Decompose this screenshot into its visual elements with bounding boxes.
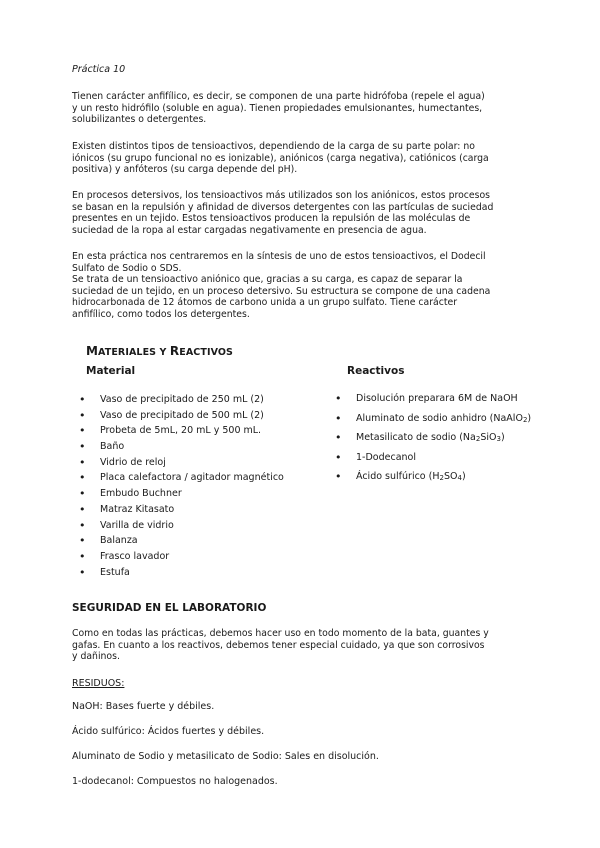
- text-line: y un resto hidrófilo (soluble en agua). Tienen propiedades emulsionantes, humectantes,: [72, 102, 483, 114]
- text-line: Se trata de un tensioactivo aniónico que, gracias a su carga, es capaz de separar la: [72, 274, 463, 286]
- text-line: Tienen carácter anfifílico, es decir, se componen de una parte hidrófoba (repele el agua): [72, 91, 485, 102]
- text-line: se basan en la repulsión y afinidad de diversos detergentes con las partículas de suciedad: [72, 201, 494, 213]
- intro-paragraph-4: [72, 251, 528, 321]
- list-item: • Frasco lavador: [79, 549, 329, 565]
- text-line: suciedad de la ropa al estar cargadas negativamente en presencia de agua.: [72, 224, 427, 236]
- list-item: • Varilla de vidrio: [79, 518, 329, 534]
- list-item: • Metasilicato de sodio (Na2SiO3): [335, 428, 555, 448]
- text-line: positiva) y anfóteros (su carga depende del pH).: [72, 164, 298, 176]
- text-line: gafas. En cuanto a los reactivos, debemos tener especial cuidado, ya que son corrosivos: [72, 639, 485, 651]
- list-item: • 1-Dodecanol: [335, 448, 555, 468]
- list-item: • Embudo Buchner: [79, 486, 329, 502]
- intro-paragraph-1: [72, 91, 528, 126]
- materials-section-title: MATERIALES Y REACTIVOS: [86, 344, 233, 358]
- list-item: • Matraz Kitasato: [79, 502, 329, 518]
- material-heading: Material: [86, 365, 136, 377]
- intro-paragraph-3: [72, 190, 528, 236]
- list-item: • Ácido sulfúrico (H2SO4): [335, 467, 555, 487]
- list-item: • Balanza: [79, 533, 329, 549]
- text-line: suciedad de un tejido, en un proceso detersivo. Su estructura se compone de una cadena: [72, 285, 491, 297]
- list-item: • Estufa: [79, 565, 329, 581]
- list-item: • Vaso de precipitado de 500 mL (2): [79, 408, 329, 424]
- list-item: • Baño: [79, 439, 329, 455]
- text-line: iónicos (su grupo funcional no es ionizable), aniónicos (carga negativa), catiónicos (carga: [72, 152, 489, 164]
- reactivos-heading: Reactivos: [347, 365, 405, 377]
- list-item: • Disolución preparara 6M de NaOH: [335, 389, 555, 409]
- page-header: Práctica 10: [72, 64, 126, 75]
- residuo-line: 1-dodecanol: Compuestos no halogenados.: [72, 776, 278, 787]
- residuos-label: RESIDUOS:: [72, 678, 125, 689]
- list-item: • Aluminato de sodio anhidro (NaAlO2): [335, 409, 555, 429]
- text-line: y dañinos.: [72, 651, 120, 663]
- list-item: • Probeta de 5mL, 20 mL y 500 mL.: [79, 423, 329, 439]
- safety-heading: SEGURIDAD EN EL LABORATORIO: [72, 602, 267, 614]
- text-line: En esta práctica nos centraremos en la síntesis de uno de estos tensioactivos, el Dodecil: [72, 251, 486, 262]
- residuo-line: NaOH: Bases fuerte y débiles.: [72, 701, 215, 712]
- material-list: [79, 392, 329, 580]
- text-line: Existen distintos tipos de tensioactivos, dependiendo de la carga de su parte polar: no: [72, 141, 475, 152]
- intro-paragraph-2: [72, 141, 528, 176]
- reactivos-list: [335, 389, 555, 487]
- text-line: Sulfato de Sodio o SDS.: [72, 262, 182, 274]
- residuo-line: Aluminato de Sodio y metasilicato de Sodio: Sales en disolución.: [72, 751, 379, 762]
- text-line: En procesos detersivos, los tensioactivos más utilizados son los aniónicos, estos procesos: [72, 190, 490, 201]
- text-line: Como en todas las prácticas, debemos hacer uso en todo momento de la bata, guantes y: [72, 628, 489, 639]
- list-item: • Placa calefactora / agitador magnético: [79, 470, 329, 486]
- safety-paragraph: [72, 628, 528, 663]
- list-item: • Vidrio de reloj: [79, 455, 329, 471]
- text-line: hidrocarbonada de 12 átomos de carbono unida a un grupo sulfato. Tiene carácter: [72, 297, 458, 309]
- text-line: solubilizantes o detergentes.: [72, 114, 207, 126]
- residuo-line: Ácido sulfúrico: Ácidos fuertes y débiles.: [72, 726, 265, 737]
- list-item: • Vaso de precipitado de 250 mL (2): [79, 392, 329, 408]
- text-line: anfifílico, como todos los detergentes.: [72, 308, 250, 320]
- text-line: presentes en un tejido. Estos tensioactivos producen la repulsión de las moléculas de: [72, 213, 471, 225]
